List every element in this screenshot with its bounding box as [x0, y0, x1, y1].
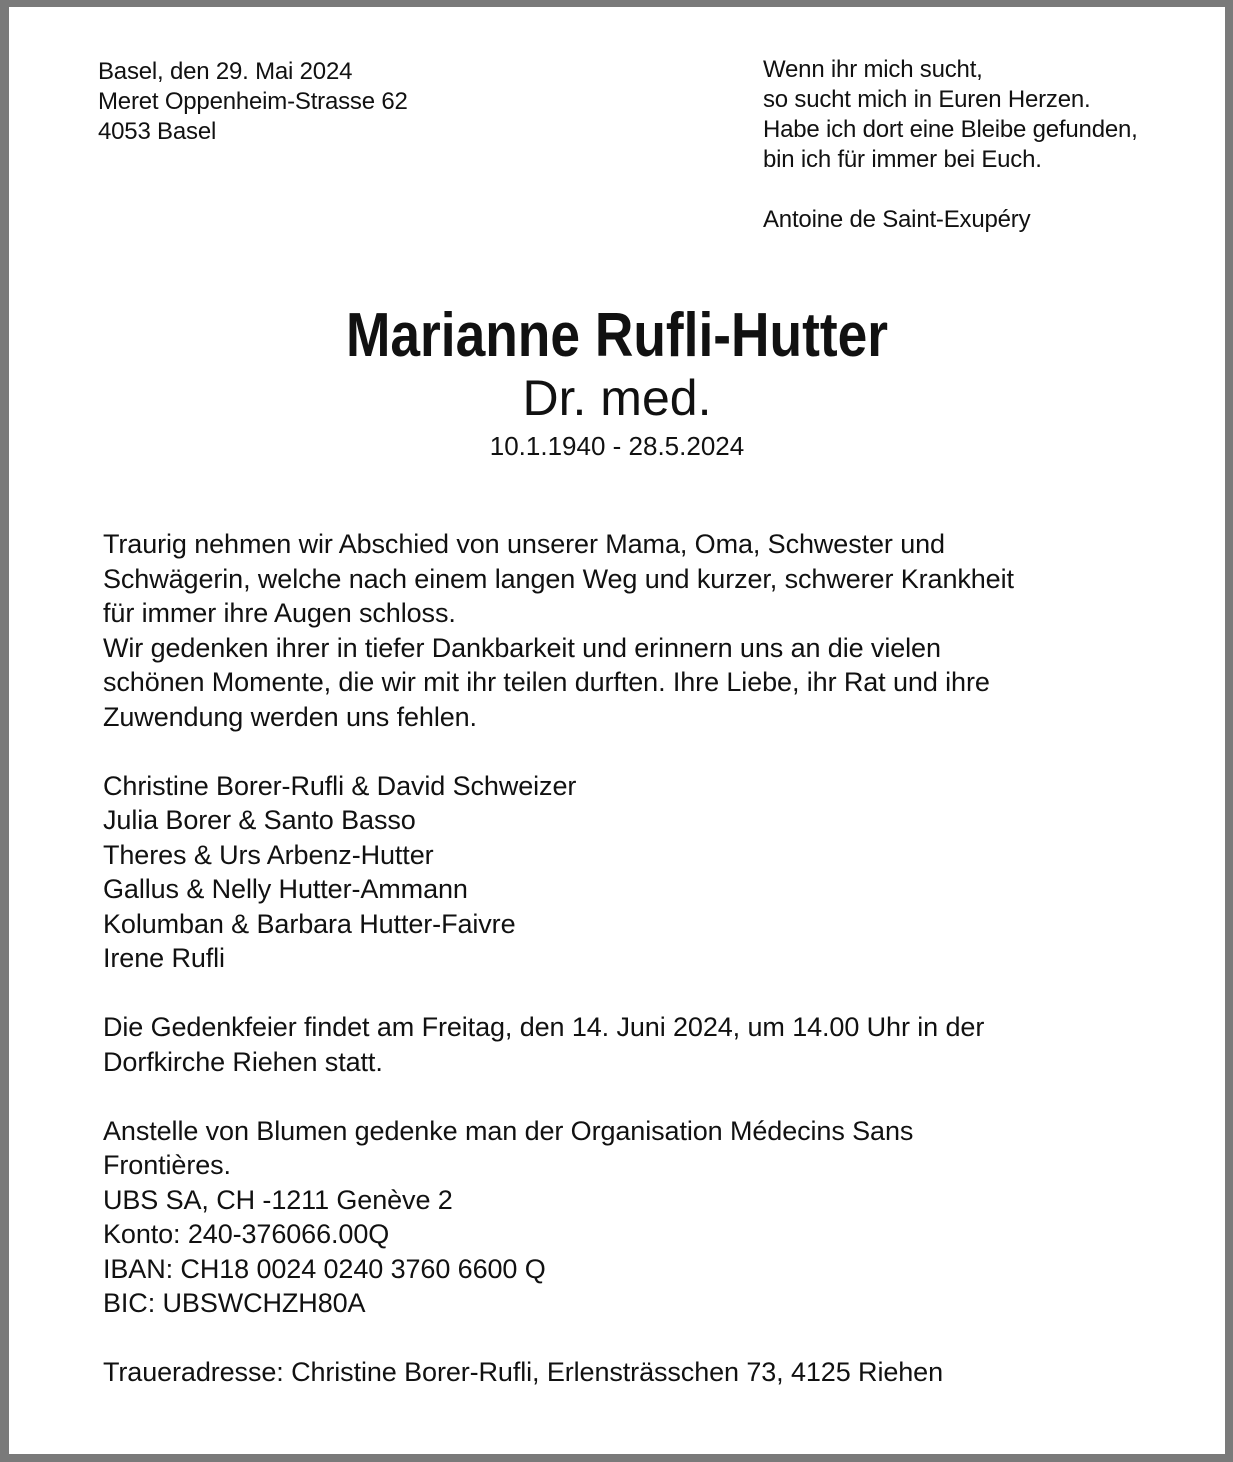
quote-line: Wenn ihr mich sucht,	[763, 56, 983, 83]
donation-bank: UBS SA, CH -1211 Genève 2	[103, 1184, 453, 1215]
message-block	[103, 527, 1153, 734]
donation-info	[103, 1114, 1153, 1321]
mourning-address: Traueradresse: Christine Borer-Rufli, Erlensträsschen 73, 4125 Riehen	[103, 1357, 944, 1387]
address-date-line: Basel, den 29. Mai 2024	[98, 58, 353, 85]
donation-line: Anstelle von Blumen gedenke man der Organisation Médecins Sans	[103, 1115, 914, 1146]
ceremony-line: Die Gedenkfeier findet am Freitag, den 14. Juni 2024, um 14.00 Uhr in der	[103, 1012, 985, 1042]
mourner-entry: Gallus & Nelly Hutter-Ammann	[103, 874, 468, 904]
mourner-entry: Irene Rufli	[103, 943, 225, 973]
message-line: schönen Momente, die wir mit ihr teilen durften. Ihre Liebe, ihr Rat und ihre	[103, 667, 990, 697]
message-line: für immer ihre Augen schloss.	[103, 598, 456, 628]
message-line: Traurig nehmen wir Abschied von unserer Mama, Oma, Schwester und	[103, 529, 945, 559]
donation-account: Konto: 240-376066.00Q	[103, 1219, 390, 1249]
memorial-quote	[763, 55, 1138, 235]
obituary-body	[103, 527, 1153, 1390]
deceased-name: Marianne Rufli-Hutter	[345, 301, 889, 370]
quote-line: Habe ich dort eine Bleibe gefunden,	[763, 116, 1138, 143]
mourners-list	[103, 769, 1153, 976]
quote-line: bin ich für immer bei Euch.	[763, 146, 1042, 173]
ceremony-line: Dorfkirche Riehen statt.	[103, 1046, 383, 1077]
obituary-page	[9, 7, 1225, 1454]
quote-author: Antoine de Saint-Exupéry	[763, 206, 1031, 233]
deceased-header	[9, 301, 1225, 463]
mourner-entry: Kolumban & Barbara Hutter-Faivre	[103, 908, 516, 939]
mourner-entry: Christine Borer-Rufli & David Schweizer	[103, 770, 577, 801]
message-line: Zuwendung werden uns fehlen.	[103, 701, 477, 732]
message-line: Wir gedenken ihrer in tiefer Dankbarkeit und erinnern uns an die vielen	[103, 632, 941, 663]
address-city-line: 4053 Basel	[98, 118, 217, 145]
donation-line: Frontières.	[103, 1150, 231, 1180]
deceased-dates: 10.1.1940 - 28.5.2024	[489, 431, 745, 461]
sender-address	[98, 57, 408, 147]
mourner-entry: Julia Borer & Santo Basso	[103, 805, 416, 835]
mourner-entry: Theres & Urs Arbenz-Hutter	[103, 839, 434, 870]
message-line: Schwägerin, welche nach einem langen Weg und kurzer, schwerer Krankheit	[103, 563, 1014, 594]
quote-line: so sucht mich in Euren Herzen.	[763, 86, 1091, 113]
deceased-title: Dr. med.	[522, 370, 712, 426]
address-street-line: Meret Oppenheim-Strasse 62	[98, 88, 408, 115]
donation-iban: IBAN: CH18 0024 0240 3760 6600 Q	[103, 1253, 546, 1284]
ceremony-info	[103, 1010, 1153, 1079]
donation-bic: BIC: UBSWCHZH80A	[103, 1288, 366, 1318]
